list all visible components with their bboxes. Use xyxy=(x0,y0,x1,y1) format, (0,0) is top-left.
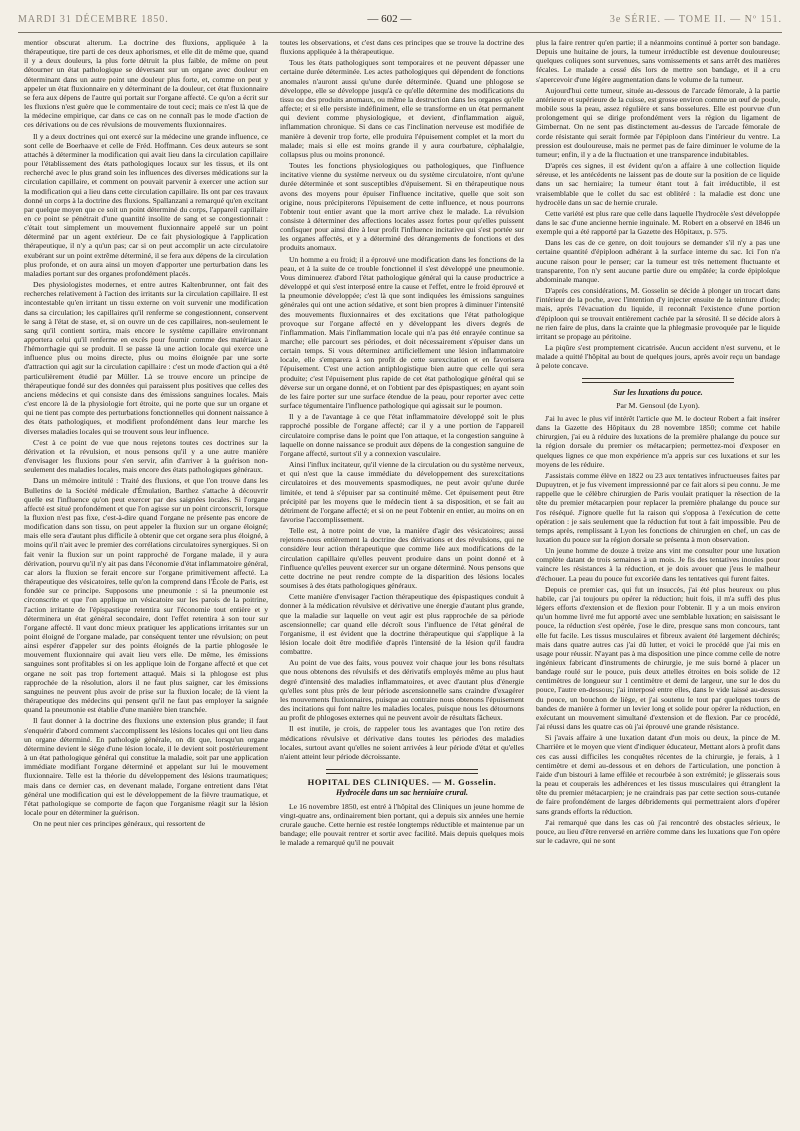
paragraph: mentior obscurat alterum. La doctrine des fluxions, appliquée à la thérapeutique, tire parti de ces deux aphorismes, et elle dit de même que, quand il y a deux douleurs, la plus forte détruit la plus faible, de même on peut détourner un état pathologique se déversant sur un organe avec douleur en déterminant dans un autre point une douleur plus forte, et, comme on peut y appeler un état fluxionnaire en y déterminant de la douleur, cet état fluxionnaire se fera aux dépens de l'autre qui portait sur l'organe affecté. Ce qu'on a écrit sur les fluxions n'est guère que le commentaire de tout ceci; mais ce n'est là que de la médecine empirique, car dans ce cas on ne connaît pas le mode d'action de ces dérivations ou de ces révulsions de mouvements fluxionnaires. xyxy=(24,38,268,130)
paragraph: Au point de vue des faits, vous pouvez voir chaque jour les bons résultats que nous obtenons des révulsifs et des dérivatifs employés même au plus haut degré d'intensité des maladies inflammatoires, et avec d'autant plus d'énergie qu'elles sont plus près de leur période ascensionnelle sans craindre d'exagérer les mouvements fluxionnaires, puisque au contraire nous obtenons l'épuisement des incitations qui font naître les maladies locales, puisque nous les détournons au profit de phlogoses externes qui ne peuvent avoir de résultats fâcheux. xyxy=(280,658,524,723)
paragraph: On ne peut nier ces principes généraux, qui ressortent de xyxy=(33,819,206,829)
paragraph: Un homme a eu froid; il a éprouvé une modification dans les fonctions de la peau, et à la suite de ce trouble fonctionnel il s'est développé une pneumonie. Vous diminuerez d'abord l'état pathologique général qui la cause productrice a développé et qui s'est interposé entre la cause et l'effet, entre le froid éprouvé et la pneumonie développée; c'est là que sont indiquées les émissions sanguines générales qui ont une action sédative, et sont bien propres à diminuer l'intensité des mouvements fluxionnaires et des excitations que l'état pathologique provoque sur l'organe affecté en y développant les divers degrés de l'inflammation. Mais l'inflammation locale qui n'a pas été enrayée continue sa marche; elle parcourt ses périodes, et doit nécessairement s'épuiser dans un certain temps. Si vous déterminez artificiellement une lésion inflammatoire locale, elle s'emparera à son profit de cette surexcitation et en favorisera l'épuisement. C'est une action antiphlogistique bien autre que celle qui sera produite; c'est l'épuisement plus rapide de cet état pathologique général qui se déverse sur un organe donné, et on l'obtient par des épispastiques; en ayant soin de les faire porter sur une surface étendue de la peau, pour reporter avec cette surface tégumentaire l'influence pathologique qui agissait sur le poumon. xyxy=(280,254,524,411)
paragraph: Il y a de l'avantage à ce que l'état inflammatoire développé soit le plus rapproché possible de l'organe affecté; car il y a une portion de l'appareil circulatoire comprise dans le point que l'on attaque, et la congestion sanguine à laquelle on donne naissance se produit aux dépens de la congestion sanguine de l'organe affecté, surtout s'il y a connexion vasculaire. xyxy=(280,412,524,458)
paragraph: Le 16 novembre 1850, est entré à l'hôpital des Cliniques un jeune homme de vingt-quatre ans, ordinairement bien portant, qui a depuis six années une hernie crurale gauche. Cette hernie est restée longtemps réductible et maintenue par un bandage; elle pouvait rentrer et sortir avec facilité. Mais depuis quelques mois le malade a remarqué qu'il ne pouvait xyxy=(280,801,524,848)
column-3 xyxy=(536,38,780,1123)
paragraph: Il est inutile, je crois, de rappeler tous les avantages que l'on retire des médications révulsive et dérivative dans toutes les périodes des maladies locales, surtout avant qu'elles ne soient arrivées à leur période d'état et qu'elles n'aient atteint leur période décroissante. xyxy=(280,724,524,761)
paragraph: Il y a deux doctrines qui ont exercé sur la médecine une grande influence, ce sont celle de Boerhaave et celle de Fréd. Hoffmann. Ces deux auteurs se sont attachés à déterminer la modification qui avait lieu dans la circulation capillaire pour l'établissement des états pathologiques locaux sur les tissus, et ils ont recherché avec le plus grand soin les influences des diverses médications sur la circulation capillaire, et comment on pouvait parvenir à exercer une action sur la modification qui a lieu dans cette circulation capillaire. Ils ont par ces travaux donné un corps à la doctrine des fluxions. Spallanzani a remarqué qu'en excitant par quelque moyen que ce soit un point déterminé du corps, l'appareil capillaire en ce point se pénétrait d'une quantité insolite de sang et se congestionnait : c'était tout simplement un mouvement fluxionnaire appelé sur un point déterminé par un agent extérieur. De ce fait physiologique à l'application thérapeutique, il n'y a qu'un pas; car si on peut accomplir un acte circulatoire exubérant sur un point extrême déterminé, il se fera aux dépens de la circulation plus profonde, et on aura ainsi un moyen d'apporter une perturbation dans les maladies portant sur des organes profondément placés. xyxy=(24,131,268,278)
header-series: 3e SÉRIE. — TOME II. — Nº 151. xyxy=(609,13,782,25)
column-1 xyxy=(24,38,268,1123)
column-2 xyxy=(280,38,524,1123)
paragraph: Un jeune homme de douze à treize ans vint me consulter pour une luxation complète datant de trois semaines à un mois. Je fis des tentatives inouïes pour vaincre les résistances à la réduction, et je dois avouer que j'eus le malheur d'échouer. La peau du pouce fut excoriée dans les tentatives qui furent faites. xyxy=(536,546,780,583)
article-title: Sur les luxations du pouce. xyxy=(613,387,703,397)
paragraph: J'ai lu avec le plus vif intérêt l'article que M. le docteur Robert a fait insérer dans la Gazette des Hôpitaux du 28 novembre 1850; comme cet habile chirurgien, j'ai eu à réduire des luxations de la première phalange du pouce sur la région dorsale du premier os métacarpien; permettez-moi d'exposer en quelques lignes ce que mon expérience m'a appris sur ces luxations et sur les moyens de les réduire. xyxy=(536,413,780,469)
section-heading: HOPITAL DES CLINIQUES. — M. Gosselin. xyxy=(307,777,497,788)
article-byline: Par M. Gensoul (de Lyon). xyxy=(616,400,700,410)
page-header xyxy=(18,6,782,32)
paragraph: D'après ces considérations, M. Gosselin se décide à plonger un trocart dans l'intérieur de la poche, avec l'intention d'y injecter ensuite de la teinture d'iode; mais, après l'évacuation du liquide, il reconnaît l'existence d'une portion d'épiploon qui se trouvait entièrement cachée par la sérosité. Il se décide alors à ne rien faire de plus, dans la crainte que la phlegmasie provoquée par le liquide irritant se propage au péritoine. xyxy=(536,286,780,341)
divider-ornament xyxy=(326,769,477,774)
page-number: — 602 — xyxy=(367,13,412,25)
paragraph: Si j'avais affaire à une luxation datant d'un mois ou deux, la pince de M. Charrière et le moyen que vient d'indiquer éducateur, Mettant alors à profit dans ces cas aussi difficiles les conquêtes récentes de la chirurgie, je ferais, à 1 centimètre et demi au-dessous et en dehors de l'articulation, une ponction à l'aide d'un bistouri à lame effilée et recourbée à son extrémité; je glisserais sous la peau et couperais les adhérences et les tissus musculaires qui étranglent la tête du premier métacarpien; je ne craindrais pas par cette section sous-cutanée de faire profondément de larges débridements qui permettraient alors d'opérer sans grands efforts la réduction. xyxy=(536,733,780,816)
header-date: MARDI 31 DÉCEMBRE 1850. xyxy=(18,13,169,25)
paragraph: Dans un mémoire intitulé : Traité des fluxions, et que l'on trouve dans les Bulletins de la Société médicale d'Émulation, Barthez s'attache à découvrir quelle est l'influence qu'on peut exercer par des saignées locales. Si l'organe affecté est situé profondément et que l'on agisse sur un point circonscrit, lorsque la fluxion n'est pas fixe, c'est-à-dire quand l'organe ne présente pas encore de modification dans son tissu, on peut appeler la fluxion sur un organe éloigné; mais elle sera d'autant plus difficile à obtenir que cet organe sera plus éloigné, à moins qu'il n'ait avec le premier des corrélations circulatoires synergiques. Si on fait venir la fluxion sur un point rapproché de l'organe malade, il y aura dérivation, pourvu qu'il n'y ait pas dans l'économie d'état inflammatoire général, car alors la fluxion se ferait encore sur l'organe primitivement affecté. La thérapeutique des vésicatoires, telle qu'on la comprend dans l'École de Paris, est fondée sur ce principe. Supposons une pneumonie : si la pneumonie est circonscrite et que l'on applique un vésicatoire sur les parois de la poitrine, l'action irritante de l'épispastique retentira sur l'économie tout entière et y déterminera un état général secondaire, dont l'effet retentira à son tour sur l'organe affecté. Il vaut donc mieux pratiquer les applications irritantes sur un point éloigné de l'organe malade, par conséquent tenter une révulsion; on peut ainsi espérer d'appeler sur des points éloignés de la partie phlogosée le mouvement fluxionnaire qui avait lieu vers elle. De même, les émissions sanguines sont profitables si on les applique loin de l'organe affecté et que cet organe ne soit pas trop fortement attaqué. Mais si la phlogose est plus rapprochée de la résolution, alors il ne faut plus saigner, car les émissions sanguines ne peuvent plus avoir de prise sur la fluxion locale; de là vient la thérapeutique des médecins qui pensent qu'il ne faut pas employer la saignée quand la pneumonie est établie d'une manière bien tranchée. xyxy=(24,476,268,715)
paragraph: J'ai remarqué que dans les cas où j'ai rencontré des obstacles sérieux, le pouce, au lieu d'être renversé en arrière comme dans les luxations que l'on opère sur le cadavre, qui ne sont xyxy=(536,817,780,845)
paragraph: D'après ces signes, il est évident qu'on a affaire à une collection liquide séreuse, et les antécédents ne laissent pas de doute sur la position de ce liquide dans un sac herniaire; la tumeur étant tout à fait irréductible, il est vraisemblable que le collet du sac est oblitéré : la maladie est donc une hydrocèle dans un sac de hernie crurale. xyxy=(536,161,780,207)
paragraph: Tous les états pathologiques sont temporaires et ne peuvent dépasser une certaine durée déterminée. Les actes pathologiques qui dépendent de fonctions anomales n'auront aussi qu'une durée déterminée. Quand une phlogose se développe, elle se développe jusqu'à ce qu'elle détermine des modifications du tissu ou des produits anomaux, ou même la destruction dans les organes qu'elle affecte; et si elle persiste indéfiniment, elle se transforme en un état permanent qui devient comme physiologique, et devient, d'inflammation aiguë, inflammation chronique. Si dans ce cas l'inclination nerveuse est modifiée de manière à devenir trop forte, elle produira l'épuisement complet et la mort du malade; mais si elle est moins grande il y aura courbature, céphalalgie, collapsus plus ou moins prononcé. xyxy=(280,58,524,159)
header-rule xyxy=(18,32,782,33)
paragraph: Ainsi l'influx incitateur, qu'il vienne de la circulation ou du système nerveux, et qui n'est que la cause immédiate du développement des surexcitations circulatoires et des mouvements spasmodiques, ne peut avoir qu'une durée limitée, et tend à s'épuiser par sa continuité même. Cet épuisement peut être précipité par les moyens que le médecin tient à sa disposition, et se fait au détriment de l'organe affecté; et si on ne peut l'obtenir en entier, au moins on en favorise l'accomplissement. xyxy=(280,460,524,524)
article-title: Hydrocèle dans un sac herniaire crural. xyxy=(335,788,468,798)
section-divider xyxy=(536,375,780,384)
section-divider xyxy=(280,766,524,775)
paragraph: Cette manière d'envisager l'action thérapeutique des épispastiques conduit à donner à la médication révulsive et dérivative une énergie d'autant plus grande, que la maladie sur laquelle on veut agir est plus rapprochée de sa période ascensionnelle; car quand elle décroît sous l'influence de l'état général de l'organisme, il est évident que la doctrine thérapeutique qui s'applique à la lésion locale doit être modifiée d'après l'intensité de la lésion qu'il faudra combattre. xyxy=(280,592,524,657)
divider-ornament xyxy=(582,378,733,383)
paragraph: C'est à ce point de vue que nous rejetons toutes ces doctrines sur la dérivation et la révulsion, et nous pensons qu'il y a une autre manière d'envisager les fluxions pour s'en servir, afin d'arriver à la guérison non-seulement des maladies locales, mais encore des états pathologiques généraux. xyxy=(24,437,268,475)
paragraph: Depuis ce premier cas, qui fut un insuccès, j'ai été plus heureux ou plus habile, car j'ai toujours pu opérer la réduction; huit fois, il m'a suffi des plus légers efforts d'extension et de flexion pour l'obtenir. Il y a un mois environ qu'un homme livré me fut apporté avec une semblable luxation; en saisissant le pouce, la réduction s'est opérée, j'ose le dire, presque sans mon concours, tant elle fut facile. Les tissus musculaires et fibreux avaient été largement déchirés; mais dans quatre autres cas j'ai dû lutter, et voici le procédé que j'ai mis en usage pour réussir. N'ayant pas à ma disposition une pince comme celle de notre ingénieux fabricant d'instruments de chirurgie, je me suis borné à placer un bandage roulé sur le pouce, puis deux attelles étroites en bois solide de 12 centimètres de longueur sur 1 centimètre et demi de largeur, une sur le dos du pouce, l'autre en-dessous; j'ai interposé entre elles, dans le vide laissé au-dessus du pouce, un bouchon de liège, et j'ai soutenu le tout par quelques tours de bandes de manière à former un levier long et solide pour opérer la réduction, en exécutant un mouvement simultané d'extension et de flexion. Par ce procédé, j'ai réussi dans les quatre cas où j'ai éprouvé une grande résistance. xyxy=(536,584,780,732)
paragraph: plus la faire rentrer qu'en partie; il a néanmoins continué à porter son bandage. Depuis une huitaine de jours, la tumeur irréductible est devenue douloureuse; quelques coliques sont survenues, sans vomissements et sans arrêt des matières fécales. Le malade a cessé dès lors de mettre son bandage, et il a cru s'apercevoir d'une légère augmentation dans le volume de la tumeur. xyxy=(536,38,780,84)
paragraph: Toutes les fonctions physiologiques ou pathologiques, que l'influence incitative vienne du système nerveux ou du système circulatoire, n'ont qu'une durée déterminée et sont susceptibles d'épuisement. Si en thérapeutique nous avons des moyens pour épuiser l'influence incitative, quelle que soit son origine, nous précipiterons l'épuisement de cette influence, et nous pourrons l'obtenir tout entier avant que la mort arrive chez le malade. La révulsion consiste à déterminer des affections locales assez fortes pour qu'elles puissent confisquer pour ainsi dire à leur profit l'influence incitative qui s'est portée sur les organes affectés, et y a déterminé des dérangements de fonctions et des produits anomaux. xyxy=(280,161,524,253)
paragraph: La piqûre s'est promptement cicatrisée. Aucun accident n'est survenu, et le malade a quitté l'hôpital au bout de quelques jours, après avoir reçu un bandage à pelote concave. xyxy=(536,343,780,371)
paragraph: J'assistais comme élève en 1822 ou 23 aux tentatives infructueuses faites par Dupuytren, et je fus vivement impressionné par ce fait alors si peu connu. Je me rappelle que le célèbre chirurgien de Paris voulait pratiquer la résection de la tête du premier métacarpien pour replacer la première phalange du pouce sur l'os réséqué. J'ignore quelle fut la raison qui s'opposa à l'exécution de cette opération : je sais seulement que la réduction fut tout à fait impossible. Peu de temps après, remplissant à Lyon les fonctions de chirurgien en chef, un cas de luxation du pouce sur la région dorsale se présenta à mon observation. xyxy=(536,470,780,544)
paragraph: Dans les cas de ce genre, on doit toujours se demander s'il n'y a pas une certaine quantité d'épiploon adhérant à la surface interne du sac. Ici l'on n'a aucune raison pour le penser; car la tumeur est très nettement fluctuante et transparente, l'on n'y sent aucune partie dure ou empâtée; la corde épiploïque abdominale manque. xyxy=(536,238,780,284)
paragraph: Telle est, à notre point de vue, la manière d'agir des vésicatoires; aussi rejetons-nous entièrement la doctrine des dérivations et des révulsions, qui ne considère leur action thérapeutique que comme liée aux modifications de la circulation capillaire qu'elles peuvent produire dans un point donné et à l'influence qu'elles peuvent exercer sur un organe déterminé. Nous pensons que cette doctrine ne peut rendre compte de la disparition des lésions locales soumises à des états pathologiques généraux. xyxy=(280,526,524,591)
paragraph: toutes les observations, et c'est dans ces principes que se trouve la doctrine des fluxions appliquée à la thérapeutique. xyxy=(280,38,524,57)
columns xyxy=(24,38,780,1123)
paragraph: Cette variété est plus rare que celle dans laquelle l'hydrocèle s'est développée dans le sac d'une ancienne hernie inguinale. M. Robert en a observé en 1846 un exemple qui a été rapporté par la Gazette des Hôpitaux, p. 575. xyxy=(536,208,780,237)
paragraph: Des physiologistes modernes, et entre autres Kaltenbrunner, ont fait des recherches relativement à l'action des irritants sur la circulation capillaire. Il est incontestable qu'en irritant un tissu externe on voit survenir une modification dans sa circulation; les capillaires qu'il renferme se congestionnent, conservent le sang à l'état de stase, et, si on ouvre un de ces capillaires, non-seulement le sang qu'il contient sortira, mais encore le système capillaire environnant apportera celui qu'il renferme en excès pour fournir comme des matériaux à l'hémorrhagie qui se produit. Il se passe là une action locale qui exerce une influence plus ou moins directe, plus ou moins éloignée par une sorte d'attraction qui agit sur la circulation capillaire : c'est un mode d'action qui a été particulièrement étudié par Müller. Là se trouve encore un principe de thérapeutique fondé sur des données qui paraissent plus positives que celles des anciens médecins et qui consiste dans des émissions sanguines locales. Mais c'est encore là de la physiologie fort étroite, qui ne porte que sur un organe et qui ne tient pas compte des perturbations fonctionnelles qui donnent naissance à des états pathologiques, et modifient profondément dans leur marche les diverses maladies locales qui se trouvent sous leur influence. xyxy=(24,280,268,436)
paragraph: Il faut donner à la doctrine des fluxions une extension plus grande; il faut s'enquérir d'abord comment s'accomplissent les lésions locales qui ont lieu dans un organe déterminé. En pathologie générale, on dit que, lorsqu'un organe détermine devient le siège d'une lésion locale, il le devient soit postérieurement à un état pathologique général qui constitue la maladie, soit par une application immédiate modifiant l'organe déterminé et appelant sur lui le mouvement fluxionnaire. Telle est la théorie du développement des lésions traumatiques; mais dans ce dernier cas, en devenant malade, l'organe entretient dans l'état général une modification qui est le développement de la fièvre traumatique, et l'état pathologique se comporte de façon que l'organisme réagit sur la lésion locale pour en déterminer la guérison. xyxy=(24,716,268,817)
paragraph: Aujourd'hui cette tumeur, située au-dessous de l'arcade fémorale, à la partie antérieure et supérieure de la cuisse, est grosse environ comme un œuf de poule, mobile sous la peau, assez régulière et sans bosselures. Elle est pourvue d'un prolongement qui se dirige profondément vers la région du ligament de Gimbernat. On ne sent pas distinctement au-dessus de l'arcade fémorale de corde résistante qui serait formée par l'épiploon dans l'intérieur du ventre. La pression est douloureuse, mais ne permet pas de faire diminuer le volume de la tumeur; enfin, il y a de la fluctuation et une transparence indubitables. xyxy=(536,85,780,159)
